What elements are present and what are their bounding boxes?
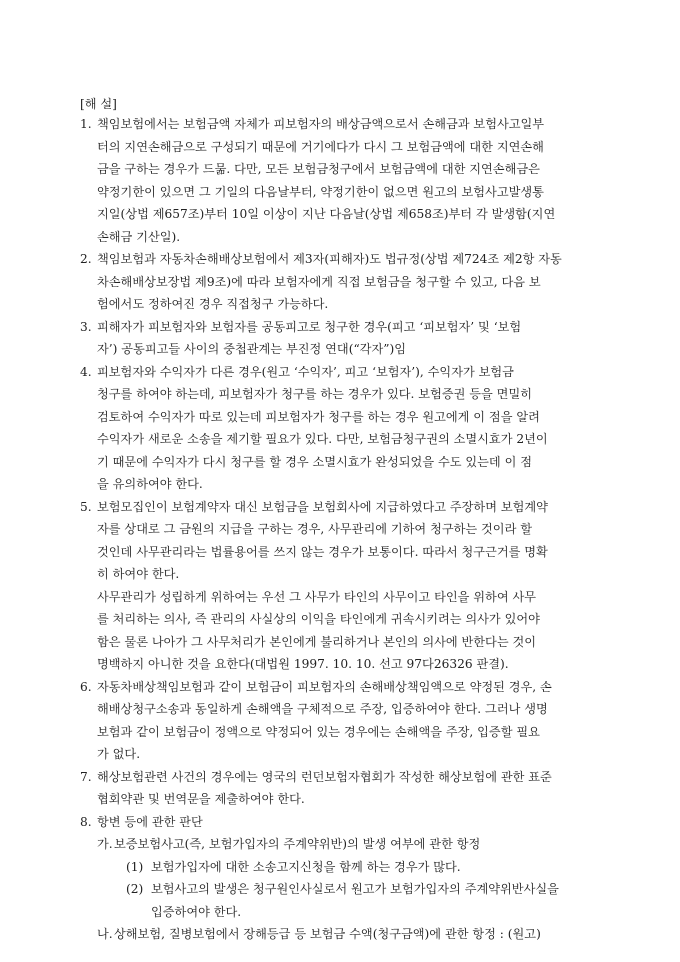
sub-item — [97, 833, 603, 923]
sub-sub-item-number: (2) — [126, 882, 144, 896]
item-line: 검토하여 수익자가 따로 있는데 피보험자가 청구를 하는 경우 원고에게 이 점을 알려 — [97, 409, 540, 424]
item-number: 8. — [80, 814, 92, 829]
item-number: 6. — [80, 679, 92, 694]
sub-sub-item-line: 보험사고의 발생은 청구원인사실로서 원고가 보험가입자의 주계약위반사실을 — [151, 882, 559, 896]
item-line: 피해자가 피보험자와 보험자를 공동피고로 청구한 경우(피고 ‘피보험자’ 및 ‘보험 — [97, 319, 522, 334]
item-line: 수익자가 새로운 소송을 제기할 필요가 있다. 다만, 보험금청구권의 소멸시효가 2년이 — [97, 432, 548, 446]
item-line: 명백하지 아니한 것을 요한다(대법원 1997. 10. 10. 선고 97다26326 판결). — [97, 657, 509, 671]
item-line: 사무관리가 성립하게 위하여는 우선 그 사무가 타인의 사무이고 타인을 위하여 사무 — [97, 589, 537, 604]
item-number: 2. — [80, 252, 92, 266]
sub-item-number: 가. — [97, 837, 113, 851]
item-number: 3. — [80, 319, 92, 334]
sub-item-line: 상해보험, 질병보험에서 장해등급 등 보험금 수액(청구금액)에 관한 항정 : (원고) — [114, 927, 541, 941]
item-line: 청구를 하여야 하는데, 피보험자가 청구를 하는 경우가 있다. 보험증권 등을 면밀히 — [97, 387, 533, 401]
item-line: 해배상청구소송과 동일하게 손해액을 구체적으로 주장, 입증하여야 한다. 그러나 생명 — [97, 702, 548, 716]
item-line: 보험과 같이 보험금이 정액으로 약정되어 있는 경우에는 손해액을 주장, 입증할 필요 — [97, 724, 540, 739]
commentary-list — [80, 113, 603, 946]
item-line: 가 없다. — [97, 747, 141, 761]
sub-sub-item — [126, 878, 603, 923]
item-line: 해상보험관련 사건의 경우에는 영국의 런던보험자협회가 작성한 해상보험에 관한 표준 — [97, 769, 552, 784]
item-line: 항변 등에 관한 판단 — [97, 814, 203, 829]
list-item — [80, 113, 603, 248]
list-item — [80, 361, 603, 496]
sub-sub-item-line: 입증하여야 한다. — [151, 904, 242, 919]
item-line: 피보험자와 수익자가 다른 경우(원고 ‘수익자’, 피고 ‘보험자’), 수익자가 보험금 — [97, 364, 514, 379]
item-line: 협회약관 및 번역문을 제출하여야 한다. — [97, 792, 305, 806]
item-line: 차손해배상보장법 제9조)에 따라 보험자에게 직접 보험금을 청구할 수 있고, 다음 보 — [97, 274, 541, 289]
list-item — [80, 248, 603, 316]
item-number: 4. — [80, 364, 92, 379]
item-line: 책임보험과 자동차손해배상보험에서 제3자(피해자)도 법규정(상법 제724조 제2항 자동 — [97, 252, 562, 266]
item-line: 험에서도 정하여진 경우 직접청구 가능하다. — [97, 297, 329, 311]
list-item — [80, 676, 603, 766]
sub-item-line: 보증보험사고(즉, 보험가입자의 주계약위반)의 발생 여부에 관한 항정 — [114, 837, 481, 851]
item-line: 자를 상대로 그 금원의 지급을 구하는 경우, 사무관리에 기하여 청구하는 것이라 할 — [97, 522, 533, 536]
list-item — [80, 496, 603, 676]
sub-item-number: 나. — [97, 927, 113, 941]
list-item — [80, 811, 603, 946]
item-line: 히 하여야 한다. — [97, 567, 180, 581]
item-line: 것인데 사무관리라는 법률용어를 쓰지 않는 경우가 보통이다. 따라서 청구근거를 명확 — [97, 544, 548, 559]
item-line: 보험모집인이 보험계약자 대신 보험금을 보험회사에 지급하였다고 주장하며 보험계약 — [97, 499, 548, 514]
item-line: 을 유의하여야 한다. — [97, 477, 203, 491]
item-line: 책임보험에서는 보험금액 자체가 피보험자의 배상금액으로서 손해금과 보험사고일부 — [97, 117, 545, 131]
section-heading: [해 설] — [80, 97, 117, 111]
item-line: 손해금 기산일). — [97, 229, 181, 244]
item-line: 자동차배상책임보험과 같이 보험금이 피보험자의 손해배상책임액으로 약정된 경우, 손 — [97, 679, 552, 694]
list-item — [80, 766, 603, 811]
item-line: 를 처리하는 의사, 즉 관리의 사실상의 이익을 타인에게 귀속시키려는 의사가 있어야 — [97, 612, 540, 626]
sub-item — [97, 923, 603, 946]
item-line: 지일(상법 제657조)부터 10일 이상이 지난 다음날(상법 제658조)부터 각 발생함(지연 — [97, 207, 556, 221]
item-line: 자’) 공동피고들 사이의 중첩관계는 부진정 연대(“각자”)임 — [97, 342, 406, 356]
item-line: 함은 물론 나아가 그 사무처리가 본인에게 불리하거나 본인의 의사에 반한다는 것이 — [97, 634, 537, 649]
item-line: 약정기한이 있으면 그 기일의 다음날부터, 약정기한이 없으면 원고의 보험사고발생통 — [97, 184, 544, 199]
item-number: 1. — [80, 117, 92, 131]
list-item — [80, 316, 603, 361]
item-line: 금을 구하는 경우가 드묾. 다만, 모든 보험금청구에서 보험금액에 대한 지연손해금은 — [97, 162, 540, 176]
item-number: 5. — [80, 499, 92, 514]
item-number: 7. — [80, 769, 92, 784]
sub-sub-item-line: 보험가입자에 대한 소송고지신청을 함께 하는 경우가 많다. — [151, 859, 461, 874]
sub-sub-item-number: (1) — [126, 859, 144, 874]
item-line: 터의 지연손해금으로 구성되기 때문에 거기에다가 다시 그 보험금액에 대한 지연손해 — [97, 139, 544, 154]
item-line: 기 때문에 수익자가 다시 청구를 할 경우 소멸시효가 완성되었을 수도 있는데 이 점 — [97, 454, 533, 469]
sub-sub-item — [126, 856, 603, 879]
